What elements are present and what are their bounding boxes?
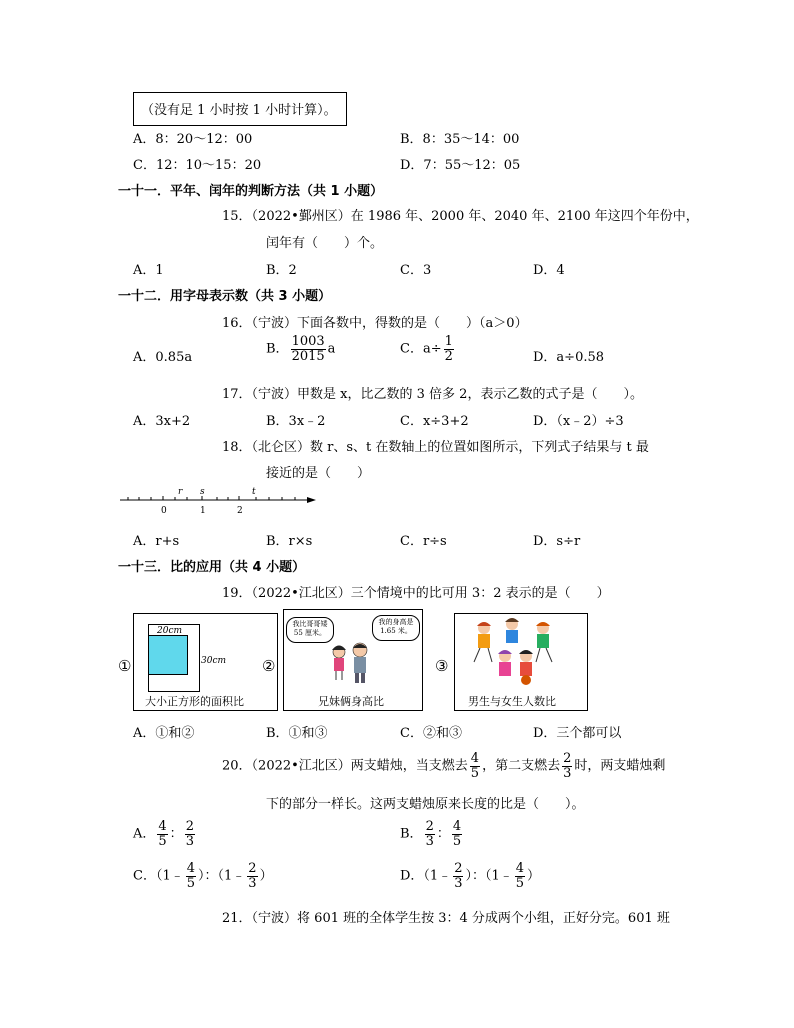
q18-option-c: C．r÷s: [400, 534, 447, 549]
q16-c-num: 1: [444, 334, 453, 349]
q20-c-frac2: [247, 862, 257, 890]
axis-tick-1: 1: [200, 506, 206, 516]
q19-option-d: D．三个都可以: [533, 726, 622, 741]
axis-tick-0: 0: [161, 506, 167, 516]
section-13-heading: 一十三．比的应用（共 4 小题）: [118, 560, 306, 575]
fig1-dim-side: 30cm: [201, 656, 227, 666]
number-line: [118, 484, 323, 518]
q16-option-b: [266, 335, 335, 363]
q16-b-fraction: [291, 335, 326, 363]
q20-stem-post: 时，两支蜡烛剩: [574, 758, 666, 774]
q20-c-mid: ）：（1﹣: [198, 868, 246, 884]
fig2-bubble-sister: 我比哥哥矮 55 厘米。: [286, 617, 334, 643]
q16-b-label: B．: [266, 341, 289, 357]
q20-c-f2-num: 2: [248, 861, 257, 876]
q17-option-b: B．3x﹣2: [266, 414, 326, 429]
q20-c-f1-den: 5: [186, 875, 195, 891]
q17-option-c: C．x÷3+2: [400, 414, 469, 429]
q20-b-f1-num: 2: [425, 819, 434, 834]
q16-c-label: C．a÷: [400, 341, 442, 357]
q14-option-b: B．8：35～14：00: [400, 132, 520, 147]
q18-stem-line2: 接近的是（ ）: [266, 466, 371, 481]
q20-d-f2-num: 4: [515, 861, 525, 876]
fig1-caption: 大小正方形的面积比: [145, 695, 244, 708]
note-text: （没有足 1 小时按 1 小时计算）。: [141, 103, 337, 118]
q20-stem-line1: [222, 752, 665, 780]
q14-option-a: A．8：20～12：00: [133, 132, 253, 147]
q18-option-d: D．s÷r: [533, 534, 581, 549]
q20-d-frac1: [453, 862, 463, 890]
q16-option-d: D．a÷0.58: [533, 350, 605, 365]
q19-option-c: C．②和③: [400, 726, 462, 741]
q20-a-label: A．: [133, 826, 156, 842]
q20-c-f1-num: 4: [186, 861, 195, 876]
q20-stem-line2: 下的部分一样长。这两支蜡烛原来长度的比是（ ）。: [266, 797, 585, 812]
q20-fraction-2: [562, 752, 572, 780]
q20-b-sep: ：: [436, 826, 450, 842]
fig1-marker: ①: [118, 657, 132, 675]
q19-option-a: A．①和②: [133, 726, 195, 741]
q16-stem: 16．（宁波）下面各数中，得数的是（ ）（a＞0）: [222, 316, 528, 331]
q20-f1-den: 5: [470, 765, 480, 781]
q20-a-f1-den: 5: [158, 833, 167, 849]
q16-c-den: 2: [444, 348, 453, 364]
q20-b-f2-num: 4: [452, 819, 462, 834]
q20-d-label: D．（1﹣: [400, 868, 452, 884]
q20-f1-num: 4: [470, 751, 480, 766]
q18-option-b: B．r×s: [266, 534, 313, 549]
q20-d-f1-num: 2: [454, 861, 463, 876]
fig2-marker: ②: [262, 657, 276, 675]
q21-stem: 21．（宁波）将 601 班的全体学生按 3：4 分成两个小组，正好分完。601 班: [222, 911, 670, 926]
q20-c-label: C．（1﹣: [133, 868, 184, 884]
q20-b-frac2: [452, 820, 462, 848]
q17-stem: 17．（宁波）甲数是 x，比乙数的 3 倍多 2，表示乙数的式子是（ ）。: [222, 387, 643, 402]
q18-stem-line1: 18．（北仑区）数 r、s、t 在数轴上的位置如图所示，下列式子结果与 t 最: [222, 440, 649, 455]
q20-a-f2-den: 3: [185, 833, 194, 849]
q15-option-c: C．3: [400, 263, 432, 278]
q20-fraction-1: [470, 752, 480, 780]
q20-option-a: [133, 820, 197, 848]
q19-stem: 19．（2022•江北区）三个情境中的比可用 3：2 表示的是（ ）: [222, 586, 610, 601]
q20-a-frac2: [185, 820, 195, 848]
fig2-children-illustration: [320, 640, 380, 690]
q20-a-sep: ：: [169, 826, 183, 842]
q19-option-b: B．①和③: [266, 726, 328, 741]
axis-tick-2: 2: [237, 506, 243, 516]
q20-b-frac1: [425, 820, 435, 848]
q20-b-f1-den: 3: [425, 833, 434, 849]
q16-b-suffix: a: [327, 341, 336, 357]
q17-option-d: D．（x﹣2）÷3: [533, 414, 624, 429]
q20-option-b: [400, 820, 464, 848]
q20-b-label: B．: [400, 826, 423, 842]
q20-stem-pre: 20．（2022•江北区）两支蜡烛，当支燃去: [222, 758, 468, 774]
q16-option-c: [400, 335, 456, 363]
q16-c-fraction: [444, 335, 454, 363]
q20-a-frac1: [157, 820, 167, 848]
q15-option-a: A．1: [133, 263, 164, 278]
q15-stem-line2: 闰年有（ ）个。: [266, 236, 384, 251]
q20-c-frac1: [186, 862, 196, 890]
q20-d-mid: ）：（1﹣: [465, 868, 513, 884]
q20-d-end: ）: [527, 868, 541, 884]
q18-option-a: A．r+s: [133, 534, 180, 549]
q20-d-f1-den: 3: [454, 875, 463, 891]
q20-c-end: ）: [259, 868, 273, 884]
section-12-heading: 一十二．用字母表示数（共 3 小题）: [118, 289, 332, 304]
fig3-caption: 男生与女生人数比: [468, 695, 556, 708]
q20-option-c: [133, 862, 273, 890]
section-11-heading: 一十一．平年、闰年的判断方法（共 1 小题）: [118, 184, 384, 199]
q20-f2-den: 3: [563, 765, 572, 781]
q20-a-f1-num: 4: [158, 819, 167, 834]
q15-stem-line1: 15．（2022•鄞州区）在 1986 年、2000 年、2040 年、2100 年这四个年份中，: [222, 209, 699, 224]
fig2-caption: 兄妹俩身高比: [318, 695, 384, 708]
q20-b-f2-den: 5: [452, 833, 462, 849]
q14-option-d: D．7：55～12：05: [400, 158, 521, 173]
fig1-dim-top: 20cm: [157, 626, 183, 636]
q15-option-d: D．4: [533, 263, 565, 278]
q20-d-frac2: [515, 862, 525, 890]
axis-label-r: r: [178, 487, 183, 497]
q20-d-f2-den: 5: [515, 875, 525, 891]
q20-stem-mid: ，第二支燃去: [482, 758, 561, 774]
q14-option-c: C．12：10～15：20: [133, 158, 262, 173]
fig3-marker: ③: [435, 657, 449, 675]
fig1-small-square: [148, 635, 188, 675]
q20-a-f2-num: 2: [185, 819, 194, 834]
q20-c-f2-den: 3: [248, 875, 257, 891]
q20-f2-num: 2: [563, 751, 572, 766]
q15-option-b: B．2: [266, 263, 297, 278]
q20-option-d: [400, 862, 540, 890]
q16-option-a: A．0.85a: [133, 350, 193, 365]
q17-option-a: A．3x+2: [133, 414, 191, 429]
fig2-bubble-brother: 我的身高是 1.65 米。: [372, 615, 420, 641]
axis-label-s: s: [200, 487, 205, 497]
q16-b-den: 2015: [291, 348, 325, 364]
axis-label-t: t: [252, 487, 256, 497]
q16-b-num: 1003: [291, 334, 325, 349]
fig3-children-illustration: [460, 616, 582, 686]
